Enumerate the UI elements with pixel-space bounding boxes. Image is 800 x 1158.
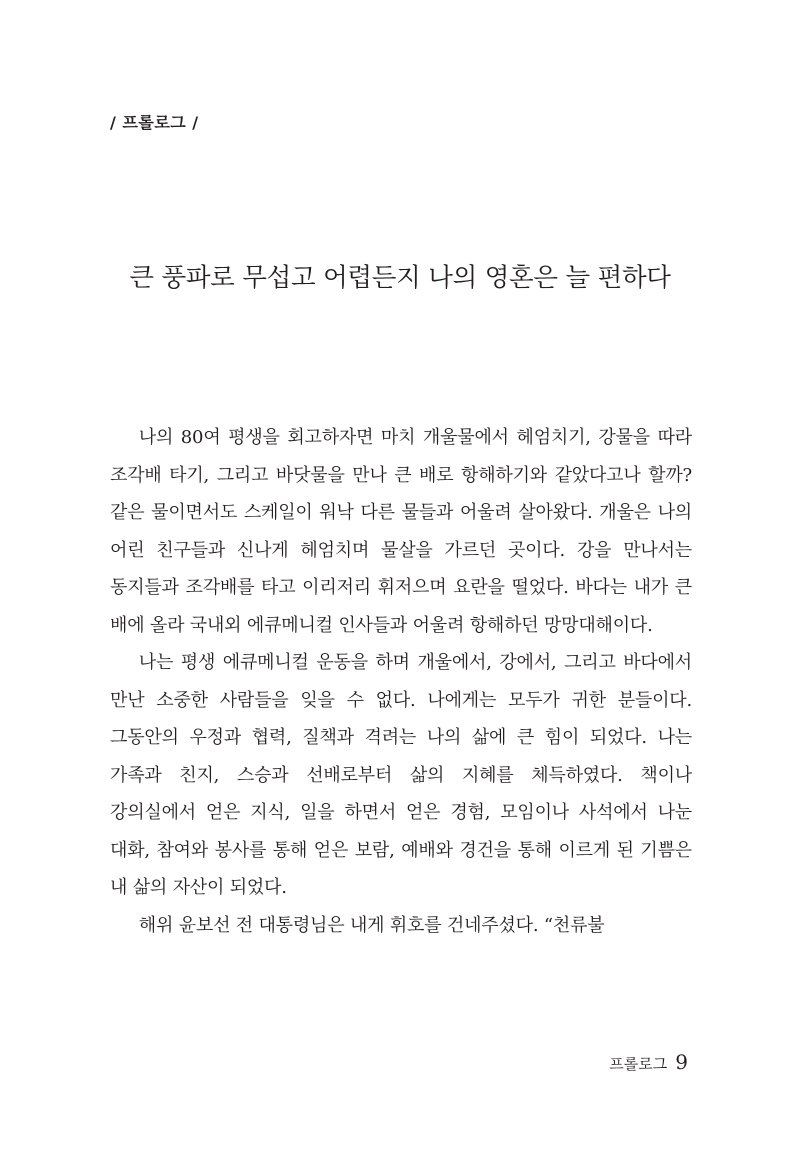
paragraph: 나의 80여 평생을 회고하자면 마치 개울물에서 헤엄치기, 강물을 따라 조각배 타기, 그리고 바닷물을 만나 큰 배로 항해하기와 같았다고나 할까? 같은 물이면서도 스케일이 워낙 다른 물들과 어울려 살아왔다. 개울은 나의 어린 친구들과 신나게 헤엄치며 물살을 가르던 곳이다. 강을 만나서는 동지들과 조각배를 타고 이리저리 휘저으며 요란을 떨었다. 바다는 내가 큰 배에 올라 국내외 에큐메니컬 인사들과 어울려 항해하던 망망대해이다. — [110, 427, 692, 636]
paragraph: 해위 윤보선 전 대통령님은 내게 휘호를 건네주셨다. “천류불 — [138, 914, 605, 936]
page-footer — [609, 1050, 688, 1074]
chapter-title: 큰 풍파로 무섭고 어렵든지 나의 영혼은 늘 편하다 — [129, 263, 671, 293]
paragraph: 나는 평생 에큐메니컬 운동을 하며 개울에서, 강에서, 그리고 바다에서 만난 소중한 사람들을 잊을 수 없다. 나에게는 모두가 귀한 분들이다. 그동안의 우정과 협력, 질책과 격려는 나의 삶에 큰 힘이 되었다. 나는 가족과 친지, 스승과 선배로부터 삶의 지혜를 체득하였다. 책이나 강의실에서 얻은 지식, 일을 하면서 얻은 경험, 모임이나 사석에서 나눈 대화, 참여와 봉사를 통해 얻은 보람, 예배와 경건을 통해 이르게 된 기쁨은 내 삶의 자산이 되었다. — [110, 652, 692, 898]
page-number: 9 — [675, 1050, 688, 1074]
body-text — [110, 419, 692, 944]
section-label: / 프롤로그 / — [110, 113, 199, 132]
running-title: 프롤로그 — [609, 1055, 668, 1073]
